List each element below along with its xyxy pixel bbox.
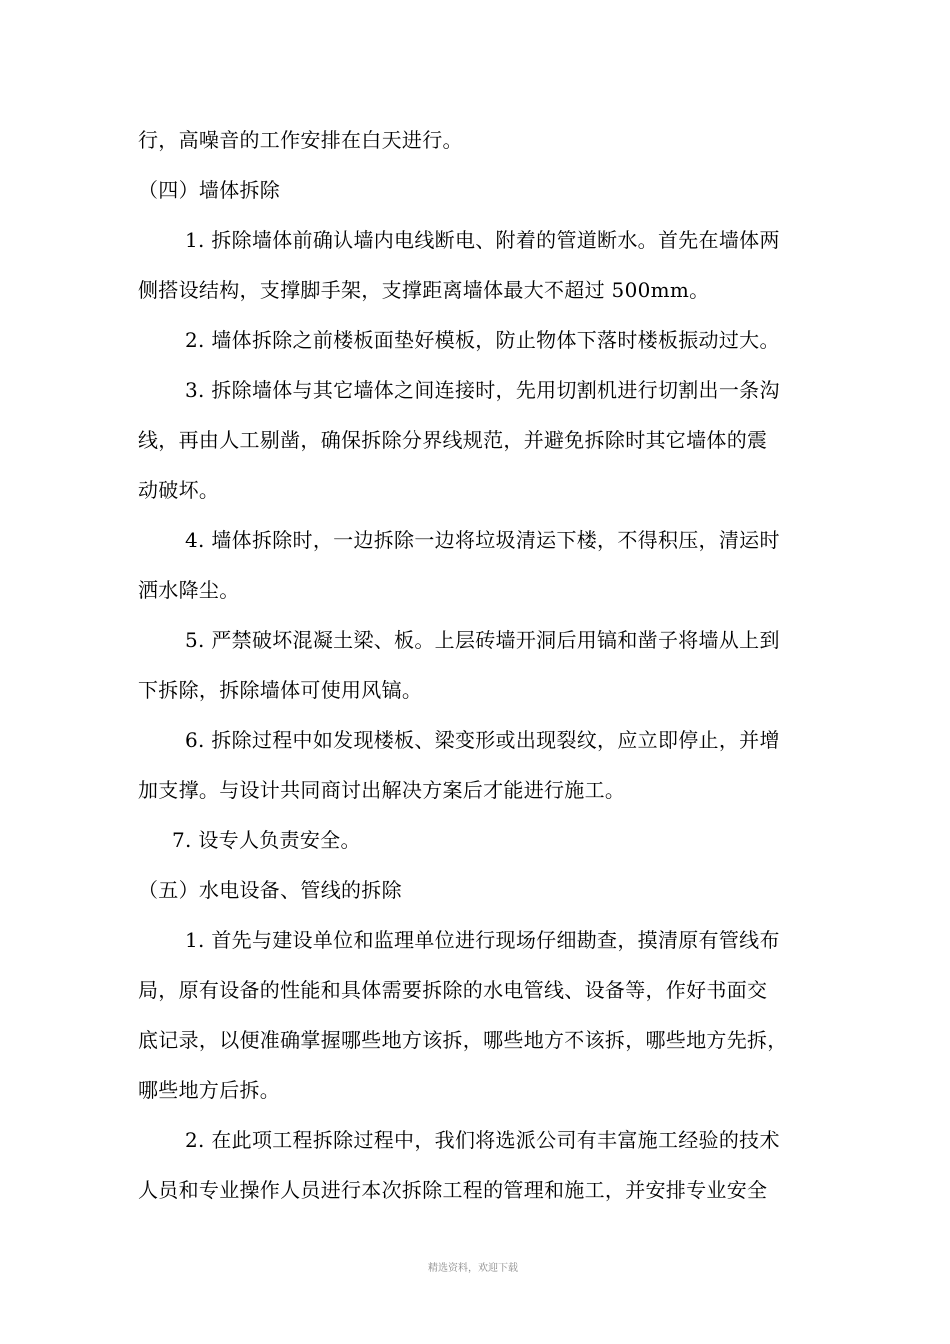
section-heading-4: （四）墙体拆除	[138, 178, 281, 202]
text-line-10: 洒水降尘。	[138, 578, 240, 602]
text-line-7: 线，再由人工剔凿，确保拆除分界线规范，并避免拆除时其它墙体的震	[138, 428, 768, 452]
text-line-12: 下拆除，拆除墙体可使用风镐。	[138, 678, 423, 702]
text-line-21: 2. 在此项工程拆除过程中，我们将选派公司有丰富施工经验的技术	[185, 1128, 780, 1152]
text-line-9: 4. 墙体拆除时，一边拆除一边将垃圾清运下楼，不得积压，清运时	[185, 528, 780, 552]
text-line-19: 底记录，以便准确掌握哪些地方该拆，哪些地方不该拆，哪些地方先拆，	[138, 1028, 788, 1052]
text-line-1: 行，高噪音的工作安排在白天进行。	[138, 128, 463, 152]
text-line-17: 1. 首先与建设单位和监理单位进行现场仔细勘查，摸清原有管线布	[185, 928, 780, 952]
text-line-14: 加支撑。与设计共同商讨出解决方案后才能进行施工。	[138, 778, 626, 802]
text-line-18: 局，原有设备的性能和具体需要拆除的水电管线、设备等，作好书面交	[138, 978, 768, 1002]
text-line-11: 5. 严禁破坏混凝土梁、板。上层砖墙开洞后用镐和凿子将墙从上到	[185, 628, 780, 652]
text-line-5: 2. 墙体拆除之前楼板面垫好模板，防止物体下落时楼板振动过大。	[185, 328, 780, 352]
page-footer: 精选资料，欢迎下载	[428, 1263, 518, 1274]
text-line-4: 侧搭设结构，支撑脚手架，支撑距离墙体最大不超过 500mm。	[138, 278, 710, 302]
text-line-22: 人员和专业操作人员进行本次拆除工程的管理和施工，并安排专业安全	[138, 1178, 768, 1202]
text-line-15: 7. 设专人负责安全。	[172, 828, 361, 852]
text-line-8: 动破坏。	[138, 478, 220, 502]
text-line-13: 6. 拆除过程中如发现楼板、梁变形或出现裂纹，应立即停止，并增	[185, 728, 780, 752]
text-line-6: 3. 拆除墙体与其它墙体之间连接时，先用切割机进行切割出一条沟	[185, 378, 780, 402]
text-line-3: 1. 拆除墙体前确认墙内电线断电、附着的管道断水。首先在墙体两	[185, 228, 780, 252]
text-line-20: 哪些地方后拆。	[138, 1078, 281, 1102]
section-heading-5: （五）水电设备、管线的拆除	[138, 878, 402, 902]
